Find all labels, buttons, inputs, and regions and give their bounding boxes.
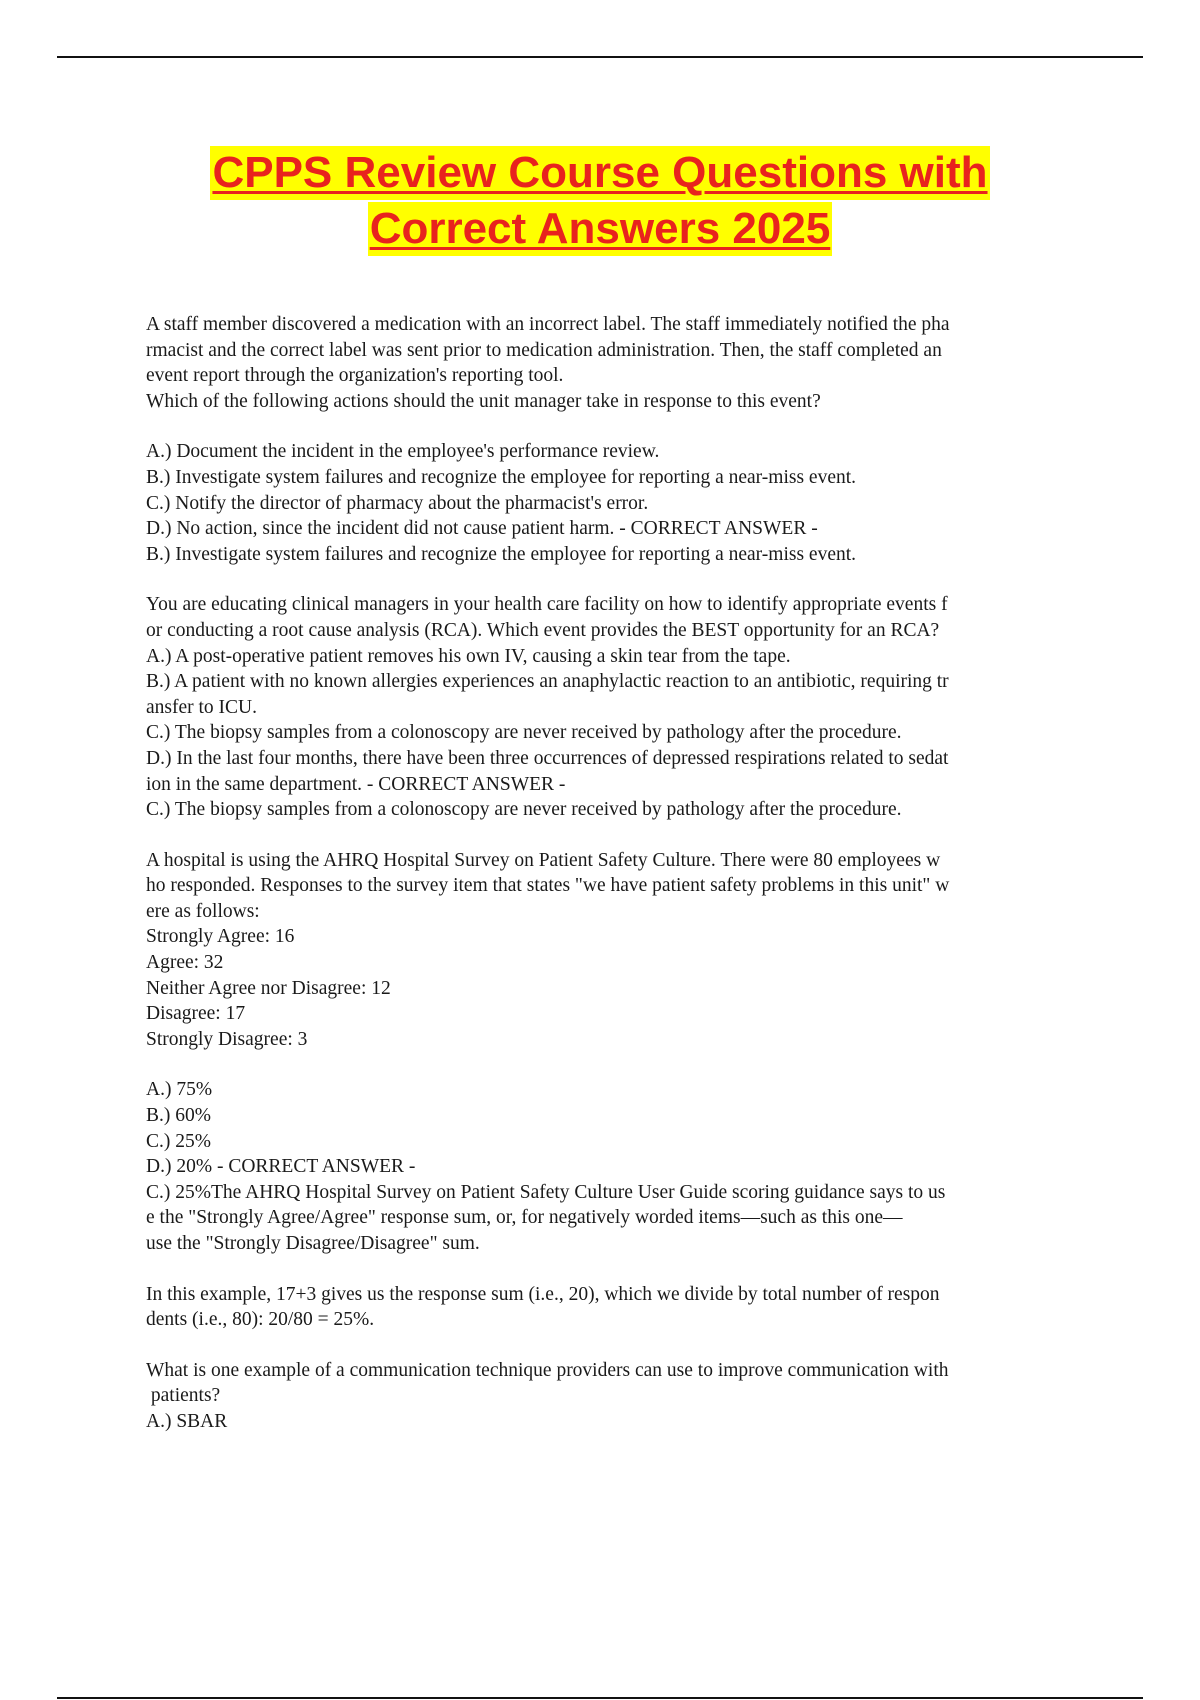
question-1-options — [146, 439, 1096, 567]
question-2 — [146, 592, 1096, 822]
title-line-1: CPPS Review Course Questions with — [210, 146, 989, 200]
title-line-2: Correct Answers 2025 — [368, 202, 833, 256]
question-3-options — [146, 1077, 1096, 1256]
text-line: patients? — [146, 1385, 221, 1407]
question-4 — [146, 1358, 1096, 1435]
option-line: C.) Notify the director of pharmacy about the pharmacist's error. — [146, 492, 649, 514]
option-line: D.) 20% - CORRECT ANSWER - — [146, 1156, 416, 1178]
answer-line: C.) 25%The AHRQ Hospital Survey on Patient Safety Culture User Guide scoring guidance says to us — [146, 1181, 946, 1203]
answer-line: e the "Strongly Agree/Agree" response sum, or, for negatively worded items—such as this one— — [146, 1207, 903, 1229]
text-line: You are educating clinical managers in your health care facility on how to identify appropriate events f — [146, 594, 948, 616]
answer-line: B.) Investigate system failures and recognize the employee for reporting a near-miss event. — [146, 543, 857, 565]
option-line: C.) 25% — [146, 1130, 211, 1152]
answer-line: C.) The biopsy samples from a colonoscopy are never received by pathology after the procedure. — [146, 799, 902, 821]
text-line: What is one example of a communication technique providers can use to improve communication with — [146, 1359, 949, 1381]
text-line: dents (i.e., 80): 20/80 = 25%. — [146, 1309, 375, 1331]
option-line: A.) A post-operative patient removes his own IV, causing a skin tear from the tape. — [146, 645, 791, 667]
option-line: C.) The biopsy samples from a colonoscopy are never received by pathology after the procedure. — [146, 722, 902, 744]
text-line: A staff member discovered a medication with an incorrect label. The staff immediately notified the pha — [146, 314, 950, 335]
option-line: D.) In the last four months, there have been three occurrences of depressed respirations related to sedat — [146, 747, 949, 769]
document-title — [0, 146, 1200, 258]
bottom-rule — [57, 1697, 1143, 1699]
text-line: ho responded. Responses to the survey item that states "we have patient safety problems in this unit" w — [146, 875, 950, 897]
text-line: rmacist and the correct label was sent prior to medication administration. Then, the staff completed an — [146, 339, 942, 361]
text-line: A hospital is using the AHRQ Hospital Survey on Patient Safety Culture. There were 80 employees w — [146, 849, 941, 871]
text-line: ere as follows: — [146, 900, 260, 922]
survey-response-line: Neither Agree nor Disagree: 12 — [146, 977, 391, 999]
option-line: ion in the same department. - CORRECT ANSWER - — [146, 773, 566, 795]
option-line: A.) Document the incident in the employee's performance review. — [146, 441, 660, 463]
survey-response-line: Agree: 32 — [146, 952, 224, 974]
option-line: A.) SBAR — [146, 1410, 228, 1432]
text-line: or conducting a root cause analysis (RCA). Which event provides the BEST opportunity for an RCA? — [146, 619, 940, 641]
survey-response-line: Strongly Disagree: 3 — [146, 1028, 308, 1050]
question-1-stem — [146, 312, 1096, 414]
option-line: ansfer to ICU. — [146, 696, 258, 718]
top-rule — [57, 56, 1143, 58]
survey-response-line: Strongly Agree: 16 — [146, 926, 295, 948]
question-3-explanation — [146, 1282, 1096, 1333]
option-line: D.) No action, since the incident did not cause patient harm. - CORRECT ANSWER - — [146, 518, 818, 540]
option-line: B.) 60% — [146, 1105, 211, 1127]
option-line: B.) Investigate system failures and recognize the employee for reporting a near-miss event. — [146, 466, 857, 488]
answer-line: use the "Strongly Disagree/Disagree" sum. — [146, 1233, 480, 1254]
option-line: B.) A patient with no known allergies experiences an anaphylactic reaction to an antibiotic, requiring tr — [146, 671, 949, 693]
text-line: Which of the following actions should the unit manager take in response to this event? — [146, 390, 821, 412]
document-body — [146, 312, 1096, 1435]
text-line: event report through the organization's reporting tool. — [146, 365, 564, 387]
question-3-stem — [146, 848, 1096, 1053]
option-line: A.) 75% — [146, 1079, 213, 1101]
survey-response-line: Disagree: 17 — [146, 1003, 246, 1025]
text-line: In this example, 17+3 gives us the response sum (i.e., 20), which we divide by total number of respon — [146, 1283, 940, 1305]
